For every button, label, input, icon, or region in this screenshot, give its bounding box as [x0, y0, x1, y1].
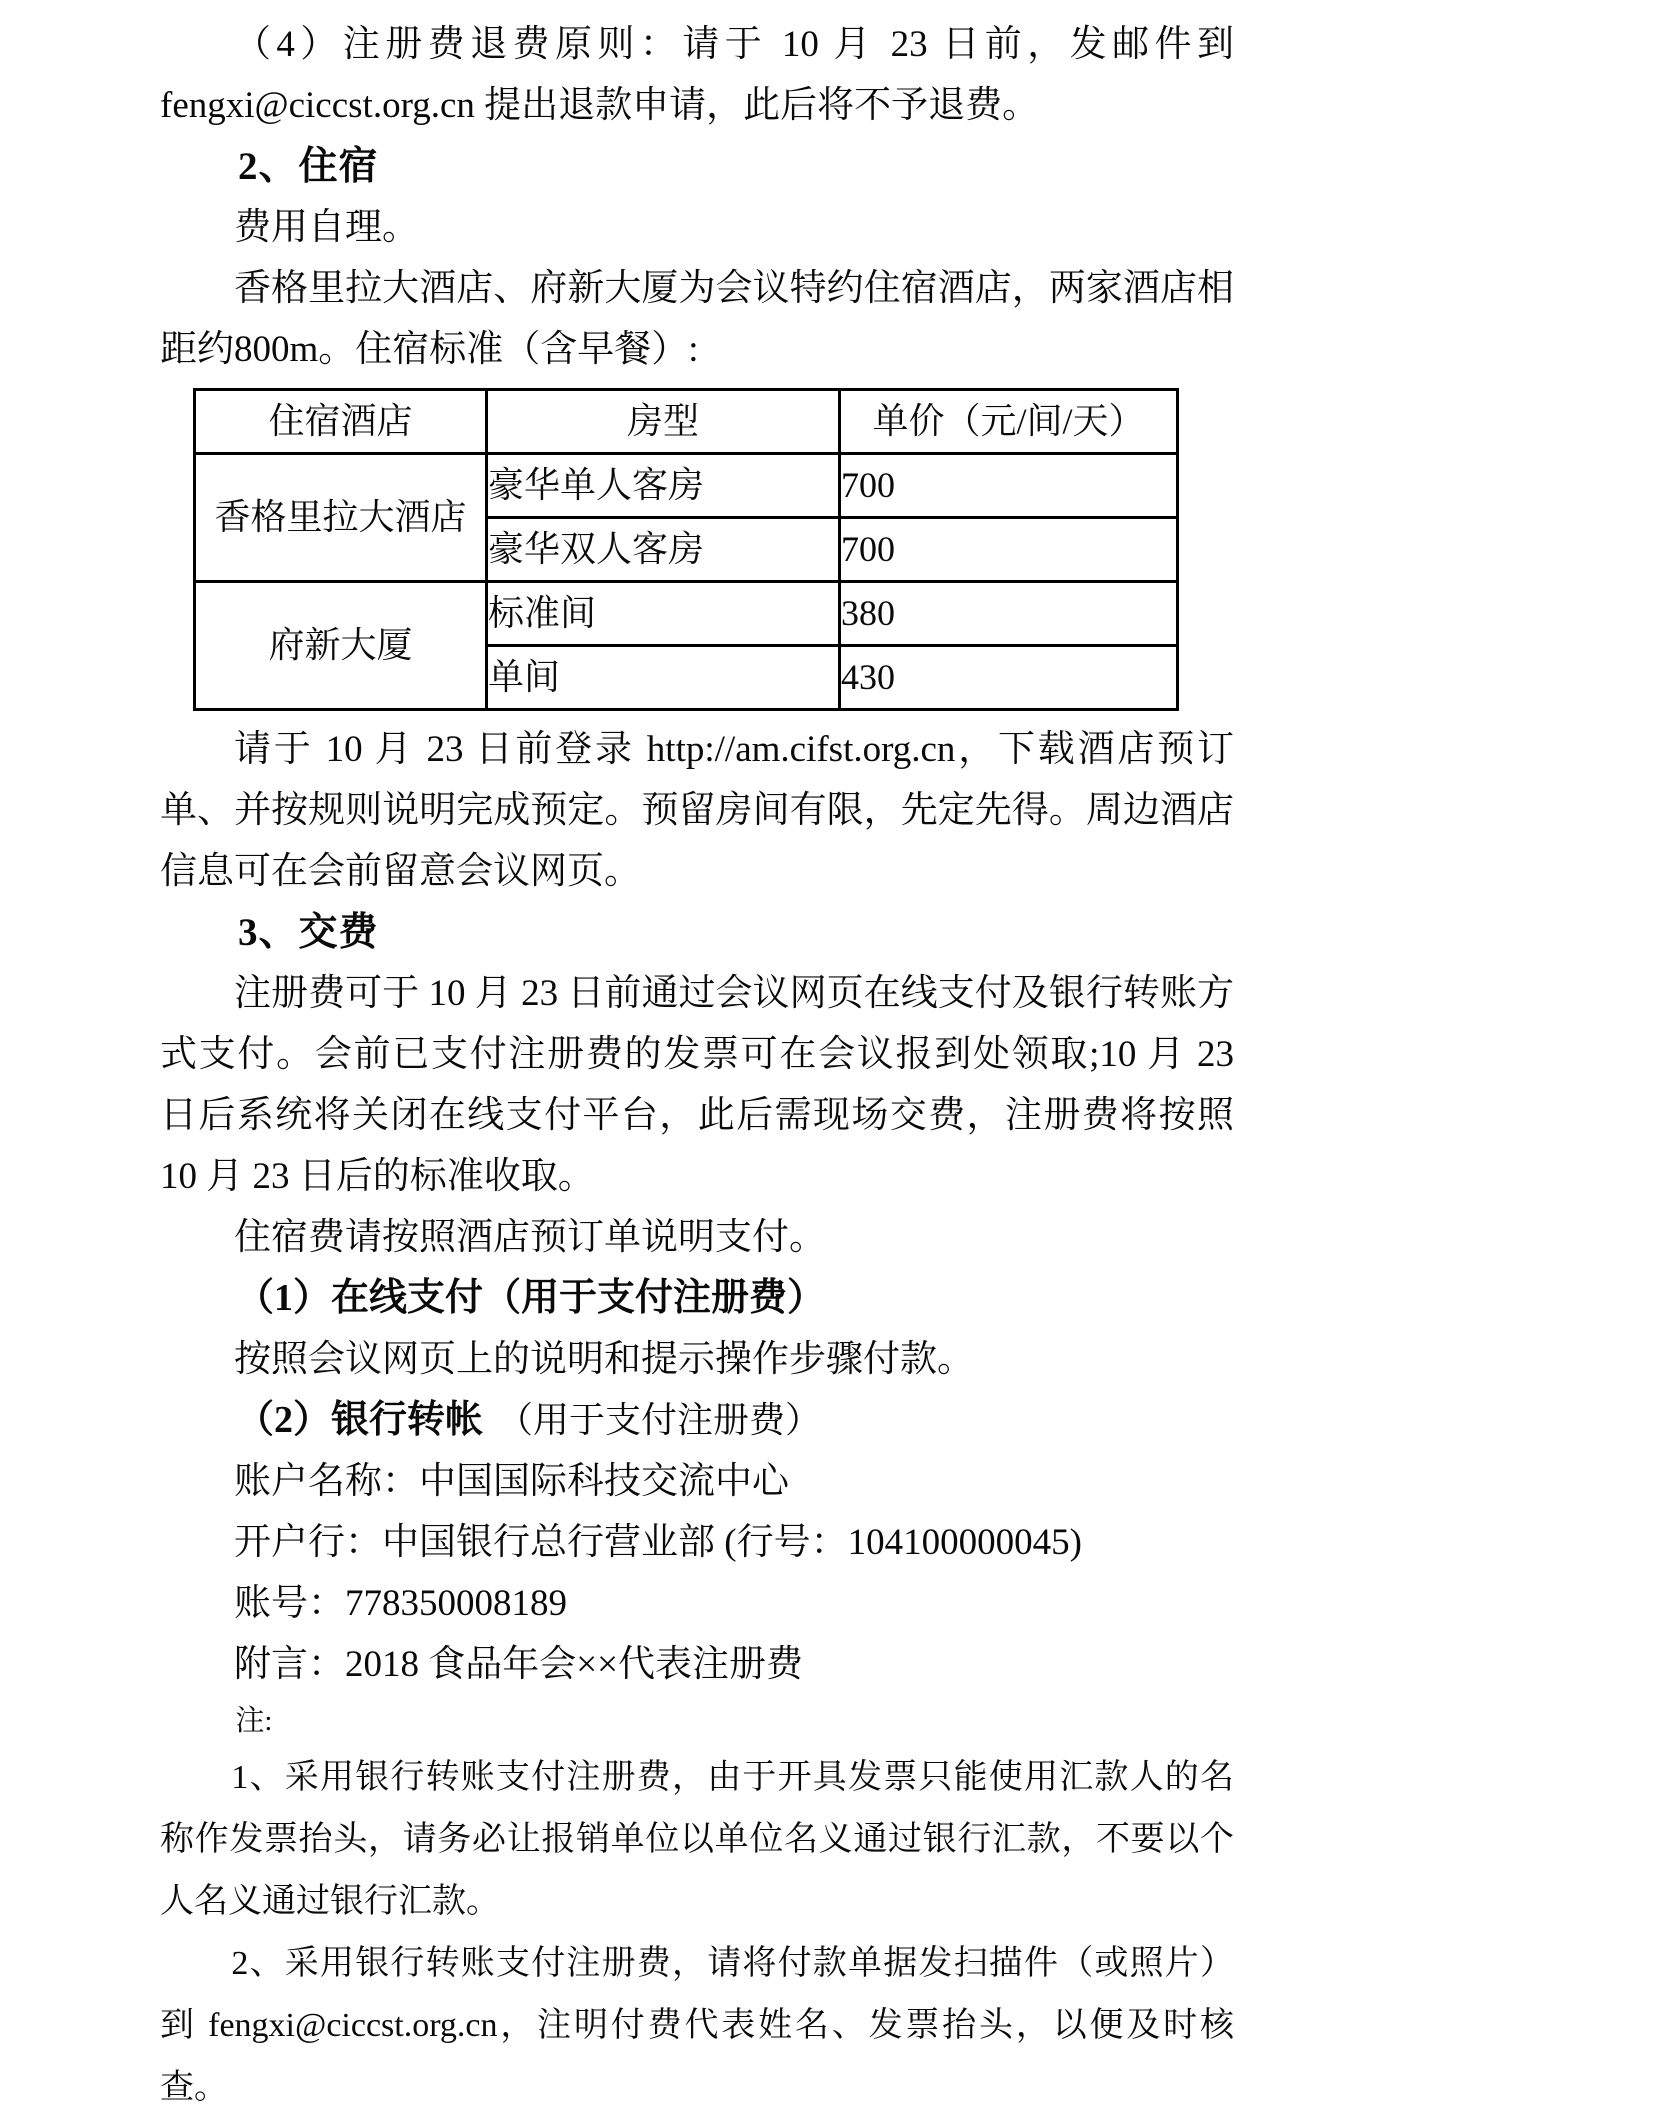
room-type-cell: 豪华单人客房 — [487, 454, 840, 518]
accommodation-payment-paragraph: 住宿费请按照酒店预订单说明支付。 — [234, 1217, 826, 1258]
hotel-name-cell: 香格里拉大酒店 — [195, 454, 487, 582]
document-content — [160, 14, 1234, 2119]
hotel-price-table — [193, 388, 1179, 711]
section-heading-accommodation: 2、住宿 — [238, 145, 379, 188]
column-header-price: 单价（元/间/天） — [840, 390, 1178, 454]
bank-branch-line: 开户行：中国银行总行营业部 (行号：104100000045) — [234, 1522, 1082, 1563]
table-header-row — [195, 390, 1178, 454]
bank-account-number-line: 账号：778350008189 — [234, 1583, 567, 1624]
hotel-name-cell: 府新大厦 — [195, 582, 487, 710]
section-heading-payment: 3、交费 — [238, 911, 379, 954]
hotel-booking-paragraph: 请于 10 月 23 日前登录 http://am.cifst.org.cn，下载酒店预订单、并按规则说明完成预定。预留房间有限，先定先得。周边酒店信息可在会前留意会议网页。 — [160, 729, 1234, 892]
registration-payment-paragraph: 注册费可于 10 月 23 日前通过会议网页在线支付及银行转账方式支付。会前已支付注册费的发票可在会议报到处领取;10 月 23 日后系统将关闭在线支付平台，此后需现场交费，注册费将按照 10 月 23 日后的标准收取。 — [160, 973, 1234, 1197]
bank-account-name-line: 账户名称：中国国际科技交流中心 — [234, 1461, 789, 1502]
online-payment-heading: （1）在线支付（用于支付注册费） — [236, 1277, 826, 1319]
self-pay-paragraph: 费用自理。 — [234, 207, 419, 248]
room-type-cell: 单间 — [487, 646, 840, 710]
refund-policy-paragraph: （4）注册费退费原则：请于 10 月 23 日前，发邮件到 fengxi@ciccst.org.cn 提出退款申请，此后将不予退费。 — [160, 24, 1234, 126]
note-2-paragraph: 2、采用银行转账支付注册费，请将付款单据发扫描件（或照片）到 fengxi@ciccst.org.cn，注明付费代表姓名、发票抬头，以便及时核查。 — [160, 1945, 1234, 2106]
bank-transfer-heading-title: （2）银行转帐 — [236, 1399, 484, 1441]
price-cell: 380 — [840, 582, 1178, 646]
room-type-cell: 豪华双人客房 — [487, 518, 840, 582]
price-cell: 700 — [840, 454, 1178, 518]
room-type-cell: 标准间 — [487, 582, 840, 646]
bank-transfer-heading — [160, 1390, 1234, 1451]
price-cell: 700 — [840, 518, 1178, 582]
bank-transfer-heading-note: （用于支付注册费） — [497, 1400, 822, 1440]
table-row — [195, 582, 1178, 646]
column-header-room-type: 房型 — [487, 390, 840, 454]
column-header-hotel: 住宿酒店 — [195, 390, 487, 454]
price-cell: 430 — [840, 646, 1178, 710]
note-1-paragraph: 1、采用银行转账支付注册费，由于开具发票只能使用汇款人的名称作发票抬头，请务必让报销单位以单位名义通过银行汇款，不要以个人名义通过银行汇款。 — [160, 1759, 1234, 1920]
hotels-intro-paragraph: 香格里拉大酒店、府新大厦为会议特约住宿酒店，两家酒店相距约800m。住宿标准（含早餐）: — [160, 268, 1234, 370]
notes-label: 注: — [235, 1705, 273, 1737]
bank-memo-line: 附言：2018 食品年会××代表注册费 — [234, 1644, 803, 1685]
online-payment-paragraph: 按照会议网页上的说明和提示操作步骤付款。 — [234, 1339, 974, 1380]
table-row — [195, 454, 1178, 518]
